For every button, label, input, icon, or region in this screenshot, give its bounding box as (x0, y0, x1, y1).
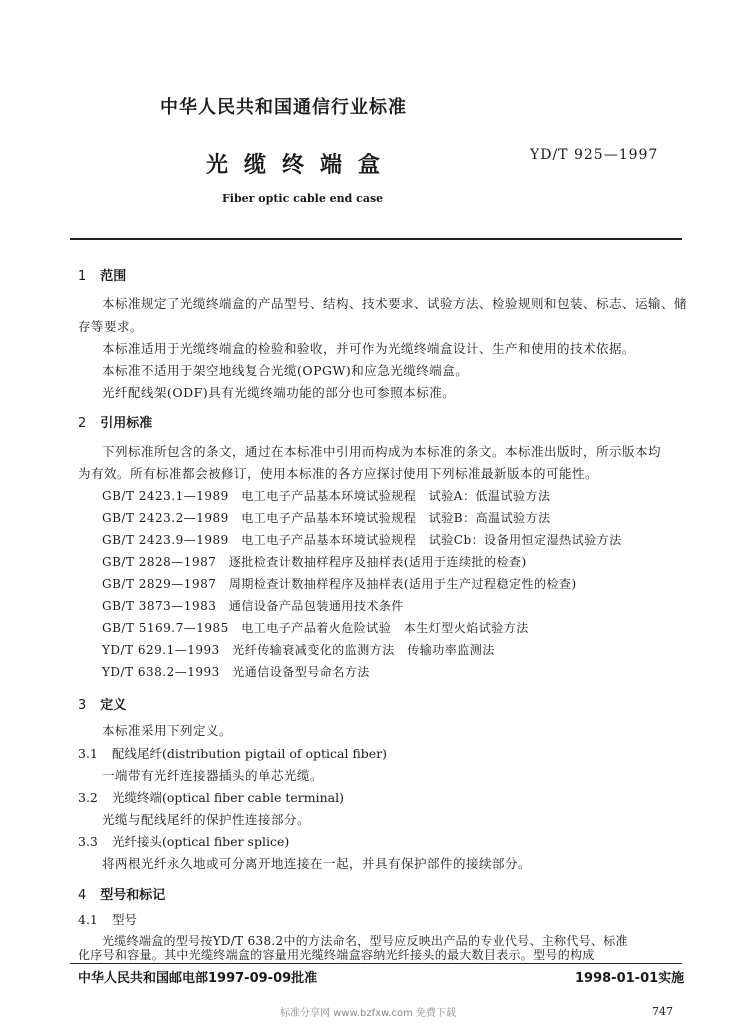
section-1-para-1-line-1: 本标准规定了光缆终端盒的产品型号、结构、技术要求、试验方法、检验规则和包装、标志、运输、储 (102, 296, 688, 311)
standard-code: YD/T 925—1997 (530, 147, 659, 163)
subsection-4-1-heading: 4.1 型号 (78, 912, 138, 927)
definition-3-2-term: 3.2 光缆终端(optical fiber cable terminal) (78, 790, 344, 805)
section-1-para-1-line-2: 存等要求。 (78, 319, 144, 334)
reference-item: GB/T 2423.2—1989 电工电子产品基本环境试验规程 试验B：高温试验方法 (102, 511, 551, 525)
section-2-para-line-1: 下列标准所包含的条文，通过在本标准中引用而构成为本标准的条文。本标准出版时，所示版本均 (102, 444, 662, 459)
reference-item: GB/T 2828—1987 逐批检查计数抽样程序及抽样表(适用于连续批的检查) (102, 555, 527, 569)
document-title-english: Fiber optic cable end case (222, 192, 384, 205)
approval-info: 中华人民共和国邮电部1997-09-09批准 (78, 971, 318, 986)
section-3-heading: 3 定义 (78, 698, 127, 713)
footer-rule (70, 963, 682, 964)
reference-item: GB/T 2829—1987 周期检查计数抽样程序及抽样表(适用于生产过程稳定性的检查) (102, 577, 577, 591)
header-rule (70, 238, 682, 240)
section-2-heading: 2 引用标准 (78, 416, 153, 431)
section-1-para-4: 光纤配线架(ODF)具有光缆终端功能的部分也可参照本标准。 (102, 385, 456, 400)
page-number: 747 (652, 1005, 673, 1018)
reference-item: YD/T 638.2—1993 光通信设备型号命名方法 (102, 665, 370, 679)
section-4-para-line-2: 化序号和容量。其中光缆终端盒的容量用光缆终端盒容纳光纤接头的最大数目表示。型号的构成 (78, 948, 595, 962)
effective-date: 1998-01-01实施 (575, 971, 685, 986)
definition-3-3-term: 3.3 光纤接头(optical fiber splice) (78, 834, 290, 849)
reference-item: YD/T 629.1—1993 光纤传输衰减变化的监测方法 传输功率监测法 (102, 643, 495, 657)
definition-3-3-text: 将两根光纤永久地或可分离开地连接在一起，并具有保护部件的接续部分。 (102, 856, 532, 871)
definition-3-1-text: 一端带有光纤连接器插头的单芯光缆。 (102, 768, 324, 783)
section-4-heading: 4 型号和标记 (78, 888, 166, 903)
section-1-para-2: 本标准适用于光缆终端盒的检验和验收，并可作为光缆终端盒设计、生产和使用的技术依据。 (102, 341, 636, 356)
section-4-para-line-1: 光缆终端盒的型号按YD/T 638.2中的方法命名，型号应反映出产品的专业代号、主称代号、标准 (102, 934, 628, 948)
reference-item: GB/T 2423.1—1989 电工电子产品基本环境试验规程 试验A：低温试验方法 (102, 489, 551, 503)
watermark: 标准分享网 www.bzfxw.com 免费下载 (280, 1008, 456, 1019)
section-1-heading: 1 范围 (78, 269, 127, 284)
section-3-intro: 本标准采用下列定义。 (102, 723, 233, 738)
section-1-para-3: 本标准不适用于架空地线复合光缆(OPGW)和应急光缆终端盒。 (102, 363, 469, 378)
section-2-para-line-2: 为有效。所有标准都会被修订，使用本标准的各方应探讨使用下列标准最新版本的可能性。 (78, 466, 599, 481)
standard-org-heading: 中华人民共和国通信行业标准 (160, 97, 407, 118)
reference-item: GB/T 3873—1983 通信设备产品包装通用技术条件 (102, 599, 404, 613)
reference-item: GB/T 5169.7—1985 电工电子产品着火危险试验 本生灯型火焰试验方法 (102, 621, 529, 635)
document-title: 光缆终端盒 (206, 153, 397, 178)
definition-3-2-text: 光缆与配线尾纤的保护性连接部分。 (102, 812, 311, 827)
reference-item: GB/T 2423.9—1989 电工电子产品基本环境试验规程 试验Cb：设备用恒定湿热试验方法 (102, 533, 622, 547)
definition-3-1-term: 3.1 配线尾纤(distribution pigtail of optical fiber) (78, 746, 388, 761)
